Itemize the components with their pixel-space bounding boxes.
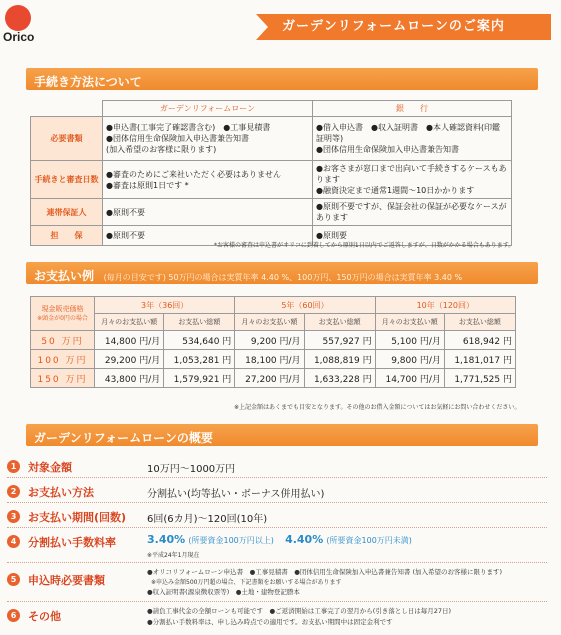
cell: 14,800 円/月 [95,331,164,350]
subheader-monthly: 月々のお支払い額 [375,314,444,331]
cell: 5,100 円/月 [375,331,444,350]
corner-cell [31,297,95,331]
rate-low-note: (所要資金100万円未満) [326,536,412,545]
payment-table [30,296,516,388]
row-amount: 100 万円 [31,350,95,369]
cell: 1,771,525 円 [444,369,515,388]
cell: 618,942 円 [444,331,515,350]
procedure-table [30,100,512,246]
cell: 9,800 円/月 [375,350,444,369]
bank-review-line: ●融資決定まで通常1週間〜10日かかります [316,186,475,195]
subheader-total: お支払い総額 [164,314,235,331]
bank-review [313,161,512,199]
garden-documents [103,117,313,161]
procedure-section-header [26,68,538,90]
table-row [31,350,516,369]
bank-documents [313,117,512,161]
item-number-icon: 6 [7,609,20,622]
row-label-collateral: 担 保 [31,226,103,246]
col-header-bank: 銀 行 [313,101,512,117]
bank-collateral-line: ●原則要 [316,231,347,240]
row-amount: 150 万円 [31,369,95,388]
documents-extra: ●収入証明書(源泉徴収票等) ●土地・建物登記謄本 [147,588,300,596]
payment-footnote: ※上記金額はあくまでも目安となります。その他のお借入金額についてはお気軽にお問い合わせください。 [234,404,521,411]
corner-label: 現金販売価格 [41,304,84,313]
garden-doc-line: ●団体信用生命保険加入申込書兼告知書 [106,134,249,143]
subheader-monthly: 月々のお支払い額 [235,314,304,331]
orico-logo-icon [5,5,31,31]
overview-section-header [26,424,538,446]
item-value: 分割払い(均等払い・ボーナス併用払い) [147,489,325,500]
table-corner [31,101,103,117]
cell: 1,088,819 円 [304,350,375,369]
garden-collateral-line: ●原則不要 [106,231,145,240]
table-row [31,369,516,388]
row-label-guarantor: 連帯保証人 [31,199,103,226]
bank-review-line: ●お客さまが窓口まで出向いて手続きするケースもあります [316,164,507,184]
rate-date-note: ※平成24年1月現在 [147,552,200,559]
group-header-3y: 3年（36回） [95,297,235,314]
page-title: ガーデンリフォームローンのご案内 [282,19,505,34]
overview-item [7,481,547,503]
item-label: その他 [28,610,61,623]
cell: 43,800 円/月 [95,369,164,388]
cell: 557,927 円 [304,331,375,350]
item-value: 10万円〜1000万円 [147,464,236,475]
overview-item [7,531,547,563]
item-value: 6回(6カ月)〜120回(10年) [147,514,268,525]
cell: 27,200 円/月 [235,369,304,388]
rate-high-note: (所要資金100万円以上) [188,536,274,545]
cell: 9,200 円/月 [235,331,304,350]
bank-doc-line: ●団体信用生命保険加入申込書兼告知書 [316,145,459,154]
cell: 1,579,921 円 [164,369,235,388]
item-number-icon: 3 [7,510,20,523]
garden-guarantor [103,199,313,226]
cell: 29,200 円/月 [95,350,164,369]
bank-guarantor [313,199,512,226]
cell: 1,633,228 円 [304,369,375,388]
item-number-icon: 5 [7,573,20,586]
subheader-total: お支払い総額 [444,314,515,331]
cell: 1,181,017 円 [444,350,515,369]
other-line: ●分割払い手数料率は、申し込み時点での適用です。お支払い期間中は固定金利です [147,618,393,626]
procedure-section-title: 手続き方法について [34,75,142,89]
subheader-total: お支払い総額 [304,314,375,331]
item-label: 申込時必要書類 [28,574,105,587]
item-value [147,533,420,546]
row-label-documents: 必要書類 [31,117,103,161]
documents-line: ●オリコリフォームローン申込書 ●工事見積書 ●団体信用生命保険加入申込書兼告知書 (加入希望のお客様に限ります) [147,568,503,576]
item-label: 対象金額 [28,461,72,474]
overview-item [7,456,547,478]
payment-section-header [26,262,538,284]
overview-section-title: ガーデンリフォームローンの概要 [34,431,213,445]
item-label: お支払い期間(回数) [28,511,127,524]
garden-review [103,161,313,199]
cell: 14,700 円/月 [375,369,444,388]
item-number-icon: 4 [7,535,20,548]
item-label: 分割払い手数料率 [28,536,116,549]
other-line: ●請負工事代金の全額ローンも可能です ●ご返済開始は工事完了の翌月から(引き落とし日は毎月27日) [147,607,452,615]
rate-low: 4.40% [285,533,324,546]
page-title-banner [256,14,551,40]
col-header-garden: ガーデンリフォームローン [103,101,313,117]
item-number-icon: 1 [7,460,20,473]
bank-doc-line: ●借入申込書 ●収入証明書 ●本人確認資料(印鑑証明等) [316,123,501,143]
rate-high: 3.40% [147,533,186,546]
row-amount: 50 万円 [31,331,95,350]
cell: 534,640 円 [164,331,235,350]
table-row [31,331,516,350]
group-header-5y: 5年（60回） [235,297,375,314]
garden-review-line: ●審査は原則1日です * [106,180,189,190]
garden-doc-line: (加入希望のお客様に限ります) [106,145,217,154]
cell: 1,053,281 円 [164,350,235,369]
garden-guarantor-line: ●原則不要 [106,207,145,217]
overview-item [7,506,547,528]
item-label: お支払い方法 [28,486,94,499]
logo-text: Orico [3,30,35,44]
payment-section-subtitle: (毎月の目安です) 50万円の場合は実質年率 4.40 %、100万円、150万円の場合は実質年率 3.40 % [103,273,463,282]
overview-item [7,605,547,633]
overview-item [7,566,547,602]
item-number-icon: 2 [7,485,20,498]
bank-guarantor-line: ●原則不要ですが、保証会社の保証が必要なケースがあります [316,202,507,222]
corner-sub: ※頭金が0円の場合 [37,314,88,322]
group-header-10y: 10年（120回） [375,297,515,314]
cell: 18,100 円/月 [235,350,304,369]
payment-section-title: お支払い例 [34,269,95,283]
documents-note: ※申込み金額500万円超の場合、下記書類をお願いする場合があります [151,579,342,586]
garden-doc-line: ●申込書(工事完了確認書含む) ●工事見積書 [106,123,271,132]
row-label-review: 手続きと審査日数 [31,161,103,199]
subheader-monthly: 月々のお支払い額 [95,314,164,331]
procedure-footnote: *お客様の審査は申込書がオリコに到着してから原則1日以内でご返答しますが、日数がかかる場合もあります。 [214,242,515,249]
garden-review-line: ●審査のためにご来社いただく必要はありません [106,169,281,179]
